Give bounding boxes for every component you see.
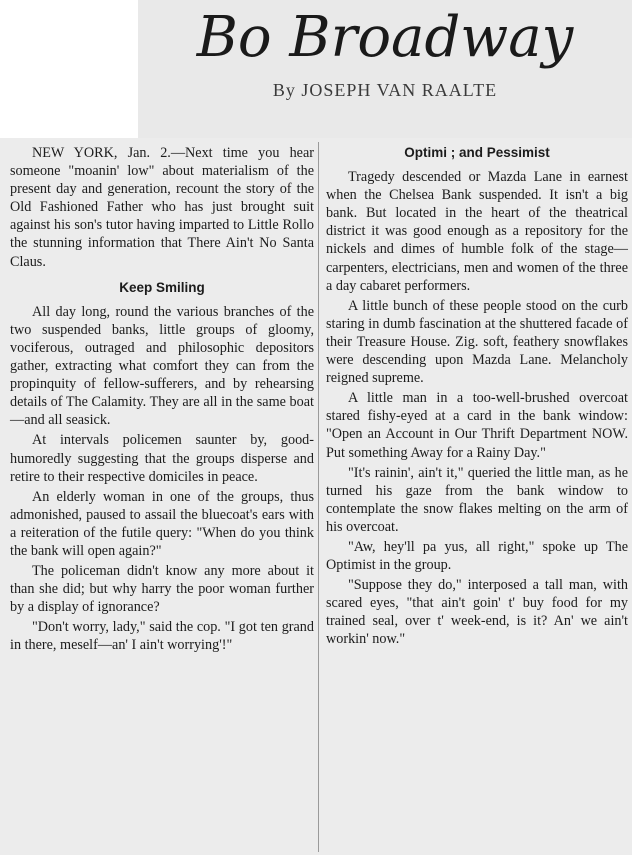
subhead-optimist-pessimist: Optimi ; and Pessimist: [404, 145, 550, 160]
right-column: [326, 144, 628, 649]
left-paragraph-5: The policeman didn't know any more about it than she did; but why harry the poor woman further by a display of ignorance?: [10, 563, 314, 616]
right-paragraph-6: "Suppose they do," interposed a tall man, with scared eyes, "that ain't goin' t' buy food for my trained seal, over t' week-end, is it? An' we ain't workin' now.": [326, 577, 628, 648]
left-paragraph-1: NEW YORK, Jan. 2.—Next time you hear someone "moanin' low" about materialism of the present day and generation, recount the story of the Old Fashioned Father who has just brought suit against his son's tutor having imparted to Little Rollo the stunning information that There Ain't No Santa Claus.: [10, 145, 314, 270]
right-paragraph-2: A little bunch of these people stood on the curb staring in dumb fascination at the shuttered facade of their Treasure House. Zig. soft, feathery snowflakes were descending upon Mazda Lane. Melancholy reigned supreme.: [326, 297, 628, 387]
column-divider: [318, 142, 319, 852]
right-paragraph-1: Tragedy descended or Mazda Lane in earnest when the Chelsea Bank suspended. It isn't a big bank. But located in the heart of the theatrical district it was good enough as a repository for the nickels and dimes of humble folk of the stage—carpenters, electricians, men and women of the three a day cabaret performers.: [326, 169, 628, 294]
subhead-keep-smiling: Keep Smiling: [119, 279, 205, 295]
left-paragraph-6: "Don't worry, lady," said the cop. "I got ten grand in there, meself—an' I ain't worrying'!": [10, 619, 314, 654]
right-paragraph-5: "Aw, hey'll pa yus, all right," spoke up The Optimist in the group.: [326, 538, 628, 574]
byline: By JOSEPH VAN RAALTE: [272, 80, 498, 100]
right-paragraph-4: "It's rainin', ain't it," queried the little man, as he turned his gaze from the bank window to contemplate the snow flakes melting on the arm of his overcoat.: [326, 464, 628, 535]
right-paragraph-3: A little man in a too-well-brushed overcoat stared fishy-eyed at a card in the bank window: "Open an Account in Our Thrift Department NOW. Put something Away for a Rainy Day.": [326, 390, 628, 461]
left-paragraph-4: An elderly woman in one of the groups, thus admonished, paused to assail the bluecoat's ears with a reiteration of the futile query: "When do you think the bank will open again?": [10, 488, 314, 559]
left-paragraph-3: At intervals policemen saunter by, good-humoredly suggesting that the groups disperse and retire to their respective domiciles in peace.: [10, 432, 314, 485]
left-paragraph-2: All day long, round the various branches of the two suspended banks, little groups of gloomy, vociferous, outraged and philosophic depositors gather, extracting what comfort they can from the propinquity of fellow-sufferers, and by rehearsing details of The Calamity. They are all in the same boat—and all seasick.: [10, 303, 314, 429]
column-title: Bo Broadway: [196, 5, 574, 70]
masthead: [138, 0, 632, 138]
left-column: [10, 144, 314, 655]
